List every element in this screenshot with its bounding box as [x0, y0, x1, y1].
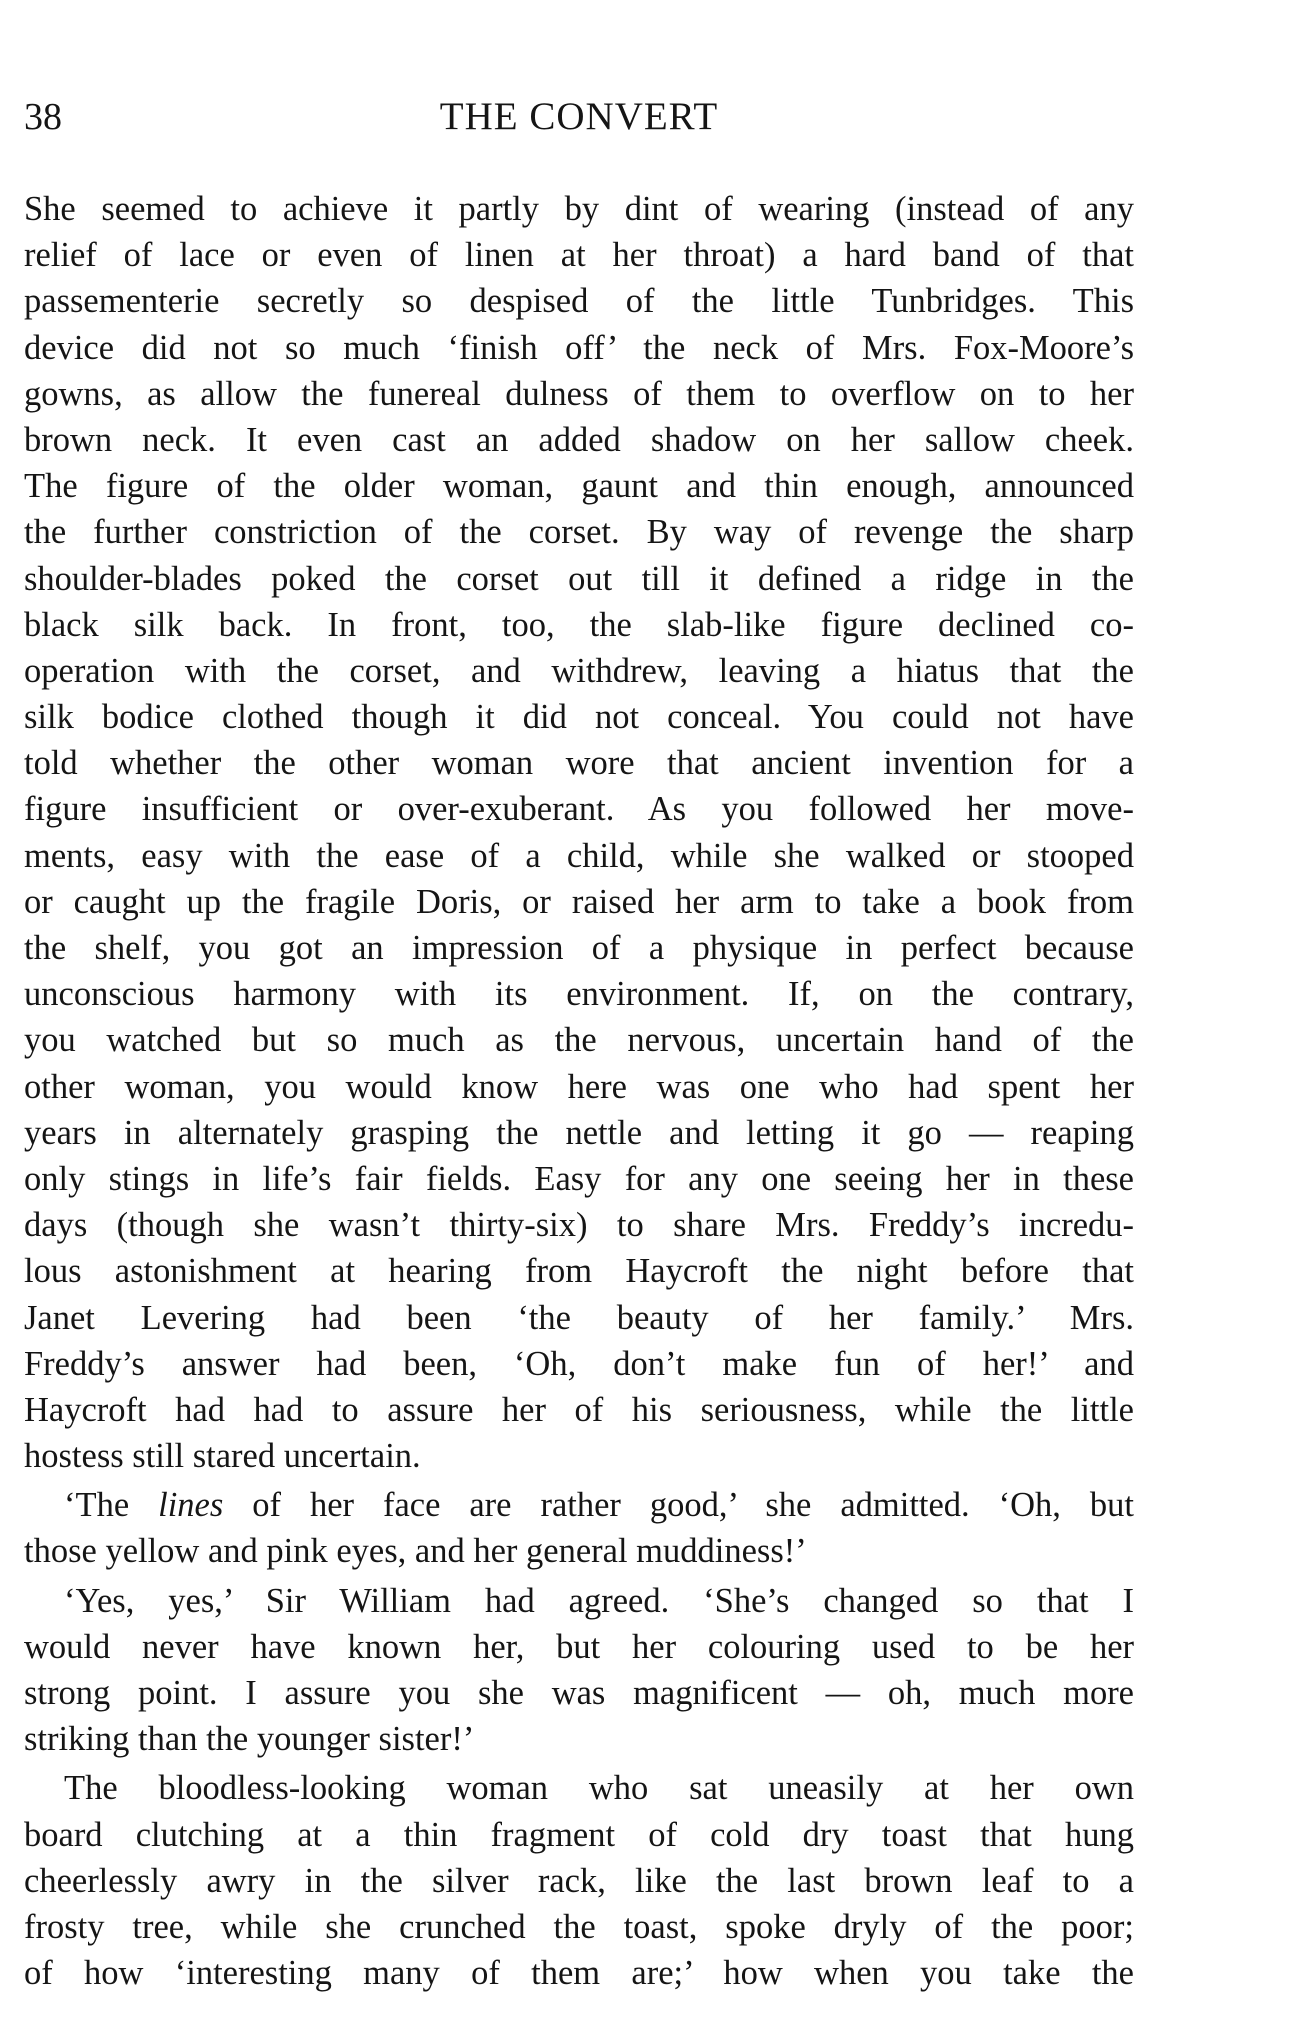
text-line: or caught up the fragile Doris, or raised her arm to take a book from: [24, 882, 1134, 921]
text-line: passementerie secretly so despised of the little Tunbridges. This: [24, 282, 1134, 321]
text-line: The figure of the older woman, gaunt and thin enough, announced: [24, 467, 1134, 506]
text-line: the further constriction of the corset. By way of revenge the sharp: [24, 513, 1134, 552]
text-line: you watched but so much as the nervous, uncertain hand of the: [24, 1021, 1134, 1060]
text-line: unconscious harmony with its environment. If, on the contrary,: [24, 975, 1134, 1014]
text-line: operation with the corset, and withdrew, leaving a hiatus that the: [24, 651, 1134, 690]
text-line: hostess still stared uncertain.: [24, 1437, 421, 1476]
text-line: relief of lace or even of linen at her throat) a hard band of that: [24, 236, 1134, 275]
page-number: 38: [24, 96, 62, 138]
text-line: board clutching at a thin fragment of cold dry toast that hung: [24, 1815, 1134, 1854]
text-line: days (though she wasn’t thirty-six) to share Mrs. Freddy’s incredu-: [24, 1206, 1134, 1245]
text-line: Freddy’s answer had been, ‘Oh, don’t make fun of her!’ and: [24, 1344, 1134, 1383]
paragraph-1: [24, 186, 1134, 1479]
text-line: strong point. I assure you she was magnificent — oh, much more: [24, 1674, 1134, 1712]
text-line: the shelf, you got an impression of a physique in perfect because: [24, 929, 1134, 967]
text-line: frosty tree, while she crunched the toast, spoke dryly of the poor;: [24, 1907, 1134, 1946]
text-line: black silk back. In front, too, the slab-like figure declined co-: [24, 605, 1134, 644]
text-line: gowns, as allow the funereal dulness of them to overflow on to her: [24, 374, 1134, 413]
text-line: cheerlessly awry in the silver rack, like the last brown leaf to a: [24, 1861, 1134, 1900]
text-line: [24, 1482, 1134, 1528]
text-line: other woman, you would know here was one who had spent her: [24, 1067, 1134, 1106]
text-line: ments, easy with the ease of a child, while she walked or stooped: [24, 836, 1134, 875]
text-line: Haycroft had had to assure her of his seriousness, while the little: [24, 1390, 1134, 1429]
text-line: told whether the other woman wore that ancient invention for a: [24, 744, 1134, 783]
text-line: shoulder-blades poked the corset out till it defined a ridge in the: [24, 559, 1134, 598]
page-header: [24, 92, 1134, 142]
text-line: years in alternately grasping the nettle and letting it go — reaping: [24, 1113, 1134, 1152]
text-line: only stings in life’s fair fields. Easy for any one seeing her in these: [24, 1159, 1134, 1198]
paragraph-4: [24, 1765, 1134, 1996]
text-line: ‘Yes, yes,’ Sir William had agreed. ‘She’s changed so that I: [64, 1581, 1134, 1620]
running-title: THE CONVERT: [439, 95, 719, 138]
italic-word: lines: [158, 1486, 224, 1525]
text-line: device did not so much ‘finish off’ the neck of Mrs. Fox-Moore’s: [24, 328, 1134, 367]
paragraph-2: [24, 1482, 1134, 1574]
text-line: The bloodless-looking woman who sat uneasily at her own: [64, 1769, 1134, 1808]
text-line: brown neck. It even cast an added shadow on her sallow cheek.: [24, 420, 1134, 459]
paragraph-3: [24, 1578, 1134, 1763]
text-line: those yellow and pink eyes, and her general muddiness!’: [24, 1532, 807, 1571]
body-text: [24, 186, 1134, 1996]
text-fragment: of her face are rather good,’ she admitted. ‘Oh, but: [223, 1486, 1134, 1525]
text-line: figure insufficient or over-exuberant. As you followed her move-: [24, 790, 1134, 829]
text-line: lous astonishment at hearing from Haycroft the night before that: [24, 1252, 1134, 1291]
text-line: striking than the younger sister!’: [24, 1720, 475, 1759]
text-fragment: ‘The: [64, 1486, 159, 1525]
text-line: Janet Levering had been ‘the beauty of her family.’ Mrs.: [24, 1298, 1134, 1337]
text-line: of how ‘interesting many of them are;’ how when you take the: [24, 1954, 1134, 1993]
text-line: silk bodice clothed though it did not conceal. You could not have: [24, 698, 1134, 737]
text-line: would never have known her, but her colouring used to be her: [24, 1627, 1134, 1666]
text-line: She seemed to achieve it partly by dint of wearing (instead of any: [24, 190, 1134, 228]
